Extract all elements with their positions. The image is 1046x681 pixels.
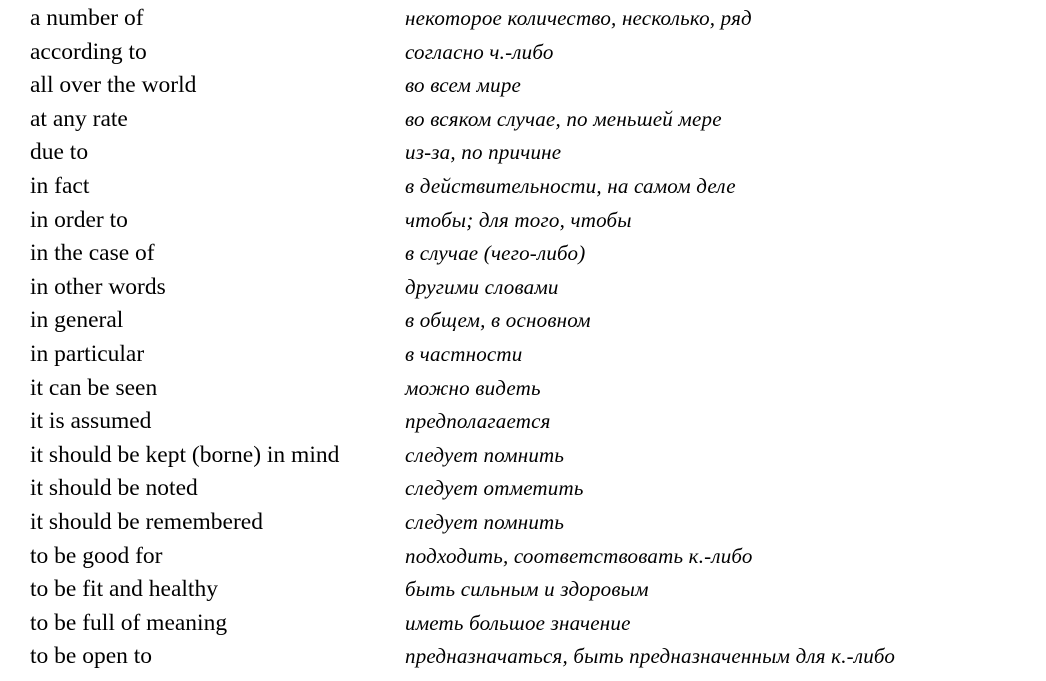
english-phrase: to be good for <box>30 542 163 569</box>
english-phrase: to be fit and healthy <box>30 576 218 603</box>
russian-translation: другими словами <box>405 274 559 299</box>
russian-translation: согласно ч.-либо <box>405 39 554 64</box>
english-phrase: in general <box>30 307 124 334</box>
glossary-row <box>30 137 1040 171</box>
english-phrase: in the case of <box>30 240 155 267</box>
glossary-row <box>30 272 1040 306</box>
russian-translation: некоторое количество, несколько, ряд <box>405 6 752 30</box>
russian-translation: иметь большое значение <box>405 610 631 635</box>
english-phrase: to be full of meaning <box>30 609 228 636</box>
glossary-row <box>30 541 1040 575</box>
glossary-row <box>30 608 1040 642</box>
english-phrase: in particular <box>30 340 145 367</box>
glossary-row <box>30 238 1040 272</box>
english-phrase: in other words <box>30 273 166 300</box>
glossary-row <box>30 507 1040 541</box>
glossary-row <box>30 104 1040 138</box>
phrase-glossary <box>30 3 1040 675</box>
english-phrase: it can be seen <box>30 374 158 401</box>
english-phrase: it should be remembered <box>30 508 263 535</box>
english-phrase: a number of <box>30 5 144 31</box>
english-phrase: to be open to <box>30 643 153 670</box>
russian-translation: предполагается <box>405 409 551 434</box>
russian-translation: во всем мире <box>405 73 522 98</box>
glossary-row <box>30 305 1040 339</box>
glossary-row <box>30 373 1040 407</box>
glossary-row <box>30 406 1040 440</box>
russian-translation: в частности <box>405 341 523 366</box>
english-phrase: it is assumed <box>30 408 152 435</box>
russian-translation: предназначаться, быть предназначенным для к.-либо <box>405 644 896 669</box>
russian-translation: следует отметить <box>405 476 584 501</box>
english-phrase: it should be kept (borne) in mind <box>30 441 340 468</box>
russian-translation: чтобы; для того, чтобы <box>405 207 632 232</box>
glossary-row <box>30 574 1040 608</box>
english-phrase: due to <box>30 139 89 166</box>
glossary-row <box>30 171 1040 205</box>
english-phrase: in order to <box>30 206 128 233</box>
russian-translation: подходить, соответствовать к.-либо <box>405 543 753 568</box>
russian-translation: можно видеть <box>405 375 541 400</box>
glossary-row <box>30 205 1040 239</box>
russian-translation: в действительности, на самом деле <box>405 173 736 198</box>
english-phrase: at any rate <box>30 105 128 132</box>
english-phrase: all over the world <box>30 72 197 99</box>
glossary-row <box>30 440 1040 474</box>
russian-translation: следует помнить <box>405 442 565 467</box>
russian-translation: следует помнить <box>405 509 565 534</box>
russian-translation: в общем, в основном <box>405 308 591 333</box>
russian-translation: в случае (чего-либо) <box>405 241 586 266</box>
english-phrase: according to <box>30 38 147 65</box>
english-phrase: in fact <box>30 172 90 199</box>
glossary-row <box>30 37 1040 71</box>
russian-translation: во всяком случае, по меньшей мере <box>405 106 722 131</box>
english-phrase: it should be noted <box>30 475 198 502</box>
russian-translation: из-за, по причине <box>405 140 562 165</box>
glossary-row <box>30 339 1040 373</box>
glossary-row <box>30 641 1040 675</box>
russian-translation: быть сильным и здоровым <box>405 577 649 602</box>
glossary-row <box>30 473 1040 507</box>
glossary-row <box>30 70 1040 104</box>
glossary-row <box>30 3 1040 37</box>
